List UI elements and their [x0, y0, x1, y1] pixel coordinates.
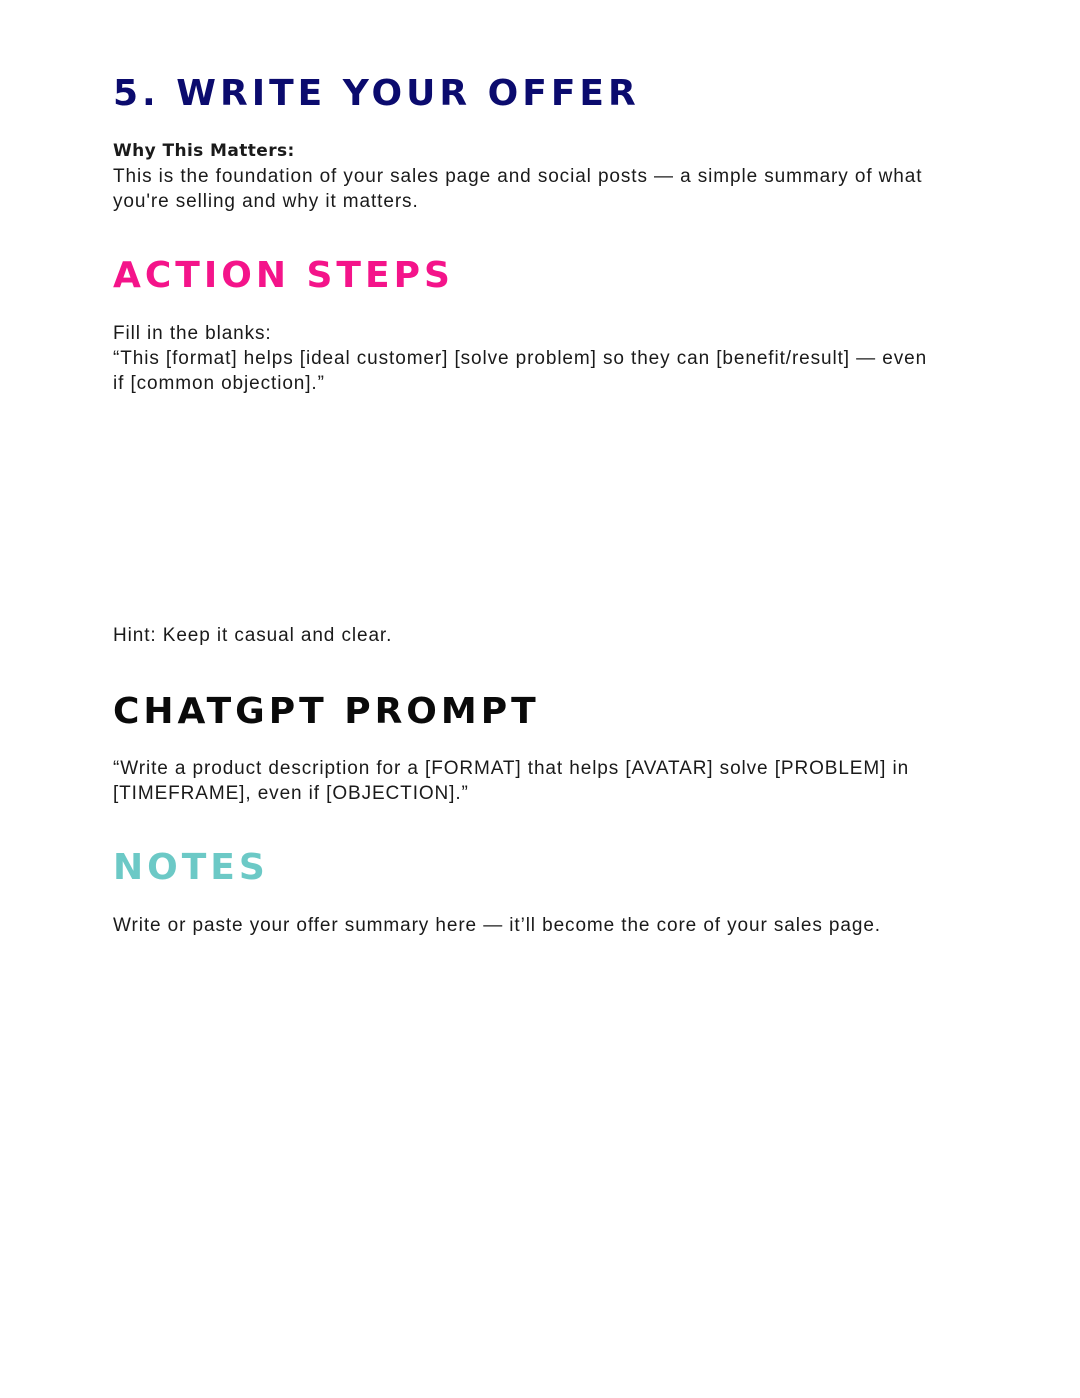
- notes-instruction: Write or paste your offer summary here — it’ll become the core of your sales page.: [113, 915, 881, 936]
- why-this-matters: [113, 139, 963, 214]
- action-steps-instructions: [113, 321, 963, 396]
- action-steps-heading: ACTION STEPS: [113, 255, 454, 296]
- chatgpt-prompt-heading: CHATGPT PROMPT: [113, 691, 540, 732]
- prompt-line: “Write a product description for a [FORMAT] that helps [AVATAR] solve [PROBLEM] in: [113, 758, 910, 779]
- why-text-line: you're selling and why it matters.: [113, 191, 419, 212]
- why-text-line: This is the foundation of your sales page and social posts — a simple summary of what: [113, 166, 923, 187]
- instruction-line: if [common objection].”: [113, 373, 325, 394]
- why-label: Why This Matters:: [113, 141, 295, 161]
- notes-writing-area[interactable]: [113, 945, 963, 1365]
- hint-text: Hint: Keep it casual and clear.: [113, 625, 393, 646]
- instruction-line: “This [format] helps [ideal customer] [solve problem] so they can [benefit/result] — even: [113, 348, 928, 369]
- instruction-line: Fill in the blanks:: [113, 323, 272, 344]
- chatgpt-prompt-text: [113, 756, 963, 806]
- action-steps-writing-area[interactable]: [113, 405, 963, 610]
- section-title: 5. WRITE YOUR OFFER: [113, 73, 640, 114]
- prompt-line: [TIMEFRAME], even if [OBJECTION].”: [113, 783, 469, 804]
- notes-heading: NOTES: [113, 847, 269, 888]
